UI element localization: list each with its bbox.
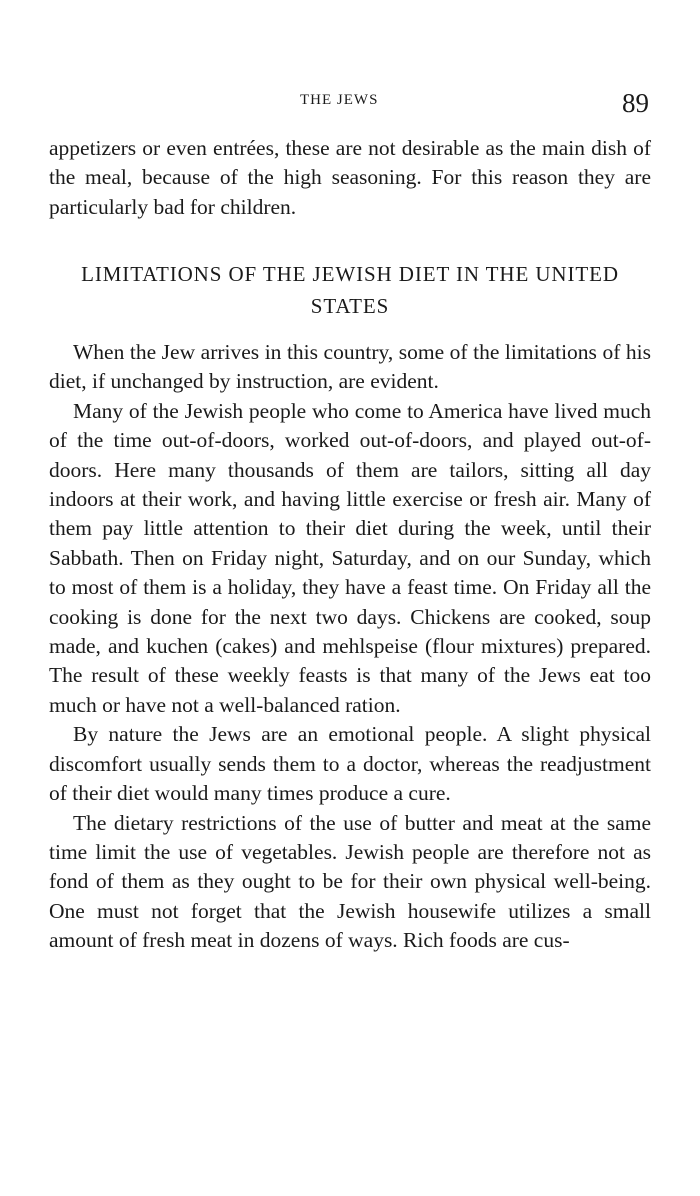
continuation-paragraph bbox=[49, 134, 651, 222]
section-heading: LIMITATIONS OF THE JEWISH DIET IN THE UNITED STATES bbox=[81, 262, 619, 318]
paragraph: appetizers or even entrées, these are not desirable as the main dish of the meal, because of the high seasoning. For this reason they are particularly bad for children. bbox=[49, 136, 651, 219]
running-head: THE JEWS bbox=[300, 92, 379, 108]
paragraph: Many of the Jewish people who come to America have lived much of the time out-of-doors, worked out-of-doors, and played out-of-doors. Here many thousands of them are tailors, sitting all day indoors at their work, and having little exercise or fresh air. Many of them pay little attention to their diet during the week, until their Sabbath. Then on Friday night, Saturday, and on our Sunday, which to most of them is a holiday, they have a feast time. On Friday all the cooking is done for the next two days. Chickens are cooked, soup made, and kuchen (cakes) and mehlspeise (flour mixtures) prepared. The result of these weekly feasts is that many of the Jews eat too much or have not a well-balanced ration. bbox=[49, 398, 651, 717]
section-body bbox=[49, 338, 651, 956]
paragraph: The dietary restrictions of the use of butter and meat at the same time limit the use of vegetables. Jewish people are therefore not as fond of them as they ought to be for their own physical well-being. One must not forget that the Jewish housewife utilizes a small amount of fresh meat in dozens of ways. Rich foods are cus- bbox=[49, 810, 651, 953]
page-number: 89 bbox=[622, 88, 649, 118]
paragraph: By nature the Jews are an emotional people. A slight physical discomfort usually sends them to a doctor, whereas the readjustment of their diet would many times produce a cure. bbox=[49, 722, 651, 806]
paragraph: When the Jew arrives in this country, some of the limitations of his diet, if unchanged by instruction, are evident. bbox=[49, 340, 651, 394]
